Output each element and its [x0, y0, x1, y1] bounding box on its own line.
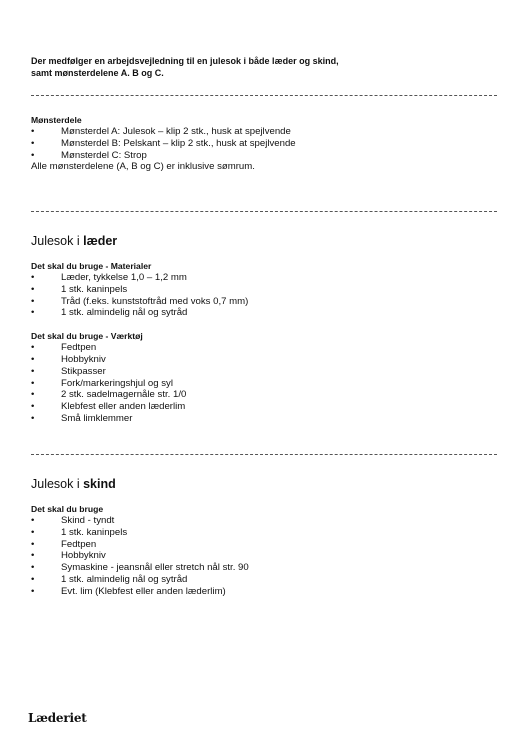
list-item: • Mønsterdel B: Pelskant – klip 2 stk., husk at spejlvende	[31, 138, 296, 150]
divider-2	[31, 211, 497, 212]
list-item: • Hobbykniv	[31, 354, 248, 366]
list-item: • 1 stk. almindelig nål og sytråd	[31, 574, 249, 586]
pattern-note: Alle mønsterdelene (A, B og C) er inklusive sømrum.	[31, 161, 255, 173]
intro-line-1: Der medfølger en arbejdsvejledning til en julesok i både læder og skind,	[31, 56, 339, 66]
intro-text	[31, 55, 501, 79]
list-item: • Fork/markeringshjul og syl	[31, 378, 248, 390]
leather-title: Julesok i læder	[31, 234, 118, 248]
intro-line-2: samt mønsterdelene A. B og C.	[31, 68, 164, 78]
list-item: • Symaskine - jeansnål eller stretch nål str. 90	[31, 562, 249, 574]
leather-tools-list	[31, 342, 248, 425]
leather-section	[31, 233, 248, 425]
leather-materials-heading: Det skal du bruge - Materialer	[31, 261, 152, 271]
list-item: • Evt. lim (Klebfest eller anden læderlim)	[31, 586, 249, 598]
skin-title: Julesok i skind	[31, 477, 116, 491]
leather-materials-list	[31, 272, 248, 319]
pattern-list	[31, 126, 296, 161]
list-item: • Små limklemmer	[31, 413, 248, 425]
list-item: • Skind - tyndt	[31, 515, 249, 527]
list-item: • Tråd (f.eks. kunststoftråd med voks 0,7 mm)	[31, 296, 248, 308]
leather-tools-heading: Det skal du bruge - Værktøj	[31, 331, 143, 342]
list-item: • 1 stk. kaninpels	[31, 284, 248, 296]
brand-logo: Læderiet	[28, 711, 87, 725]
skin-section	[31, 476, 249, 598]
list-item: • 1 stk. almindelig nål og sytråd	[31, 307, 248, 319]
list-item: • 2 stk. sadelmagernåle str. 1/0	[31, 389, 248, 401]
pattern-section	[31, 115, 296, 173]
list-item: • Klebfest eller anden læderlim	[31, 401, 248, 413]
pattern-heading: Mønsterdele	[31, 115, 82, 125]
list-item: • 1 stk. kaninpels	[31, 527, 249, 539]
list-item: • Fedtpen	[31, 539, 249, 551]
divider-3	[31, 454, 497, 455]
list-item: • Stikpasser	[31, 366, 248, 378]
list-item: • Hobbykniv	[31, 550, 249, 562]
skin-list	[31, 515, 249, 598]
list-item: • Mønsterdel A: Julesok – klip 2 stk., husk at spejlvende	[31, 126, 296, 138]
divider-1	[31, 95, 497, 96]
skin-heading: Det skal du bruge	[31, 504, 104, 514]
list-item: • Læder, tykkelse 1,0 – 1,2 mm	[31, 272, 248, 284]
list-item: • Mønsterdel C: Strop	[31, 150, 296, 162]
list-item: • Fedtpen	[31, 342, 248, 354]
